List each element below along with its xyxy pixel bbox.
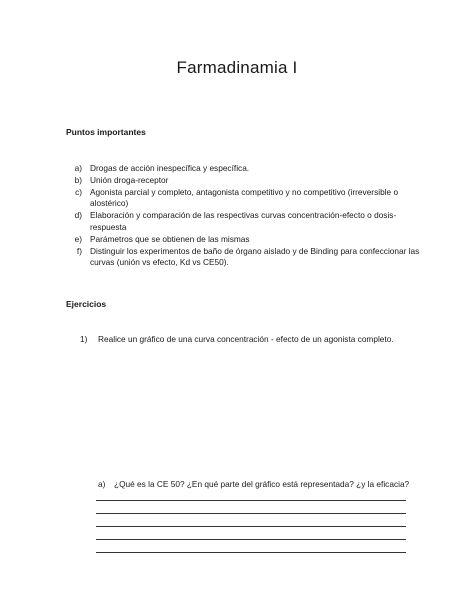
exercise-1 <box>80 334 440 344</box>
answer-line[interactable] <box>96 552 406 553</box>
answer-line[interactable] <box>96 513 406 514</box>
list-marker: f) <box>76 245 82 256</box>
list-item <box>66 163 426 175</box>
question-a <box>98 479 418 489</box>
section-heading-ejercicios: Ejercicios <box>66 299 107 309</box>
list-marker: a) <box>74 163 82 173</box>
list-item-text: Elaboración y comparación de las respectivas curvas concentración-efecto o dosis-respuesta <box>90 210 397 232</box>
list-item-text: Drogas de acción inespecífica y específica. <box>90 163 250 173</box>
list-item-text: Distinguir los experimentos de baño de órgano aislado y de Binding para confeccionar las curvas (unión vs efecto, Kd vs CE50). <box>90 245 420 268</box>
important-points-list <box>66 163 426 269</box>
question-marker: a) <box>98 479 106 489</box>
list-marker: c) <box>75 186 82 197</box>
answer-line[interactable] <box>96 539 406 540</box>
exercise-text: Realice un gráfico de una curva concentración - efecto de un agonista completo. <box>98 334 394 344</box>
list-item <box>66 246 426 270</box>
list-marker: d) <box>74 210 82 221</box>
document-title: Farmadinamia I <box>176 58 298 77</box>
list-item-text: Parámetros que se obtienen de las mismas <box>90 233 250 244</box>
list-item-text: Unión droga-receptor <box>90 174 169 185</box>
question-text: ¿Qué es la CE 50? ¿En qué parte del gráfico está representada? ¿y la eficacia? <box>114 479 410 489</box>
list-item <box>66 234 426 246</box>
list-item <box>66 210 426 234</box>
section-heading-puntos: Puntos importantes <box>66 127 146 137</box>
answer-line[interactable] <box>96 500 406 501</box>
list-item <box>66 187 426 211</box>
list-marker: b) <box>74 174 82 185</box>
list-marker: e) <box>74 233 82 244</box>
list-item-text: Agonista parcial y completo, antagonista competitivo y no competitivo (irreversible o alostérico) <box>90 186 399 209</box>
answer-line[interactable] <box>96 526 406 527</box>
exercise-number: 1) <box>80 334 88 344</box>
list-item <box>66 175 426 187</box>
